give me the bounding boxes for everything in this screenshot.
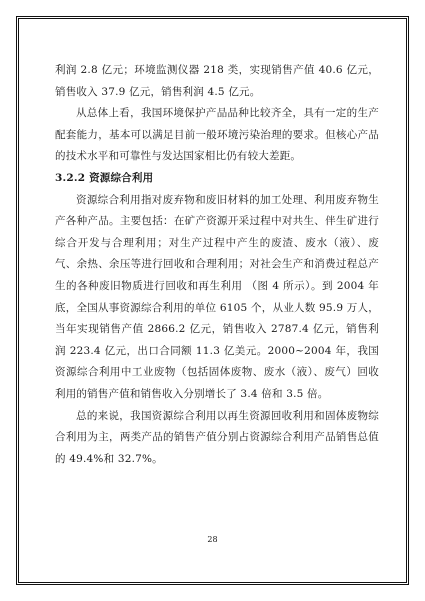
paragraph-overall-assessment: 从总体上看，我国环境保护产品品种比较齐全，具有一定的生产配套能力，基本可以满足目前一般环境污染治理的要求。但核心产品的技术水平和可靠性与发达国家相比仍有较大差距。: [55, 107, 379, 163]
document-body: [55, 60, 379, 470]
page-number: 28: [207, 535, 218, 544]
paragraph-resource-utilization: 资源综合利用指对废弃物和废旧材料的加工处理、利用废弃物生产各种产品。主要包括：在矿产资源开采过程中对共生、伴生矿进行综合开发与合理利用；对生产过程中产生的废渣、废水（液）、废气、余热、余压等进行回收和合理利用；对社会生产和消费过程总产生的各种废旧物质进行回收和再生利用 （图 4 所示）。到 2004 年底，全国从事资源综合利用的单位 6105 个，从业人数 95.9 万人，当年实现销售产值 2866.2 亿元，销售收入 2787.4 亿元，销售利润 223.4 亿元，出口合同额 11.3 亿美元。2000~2004 年，我国资源综合利用中工业废物（包括固体废物、废水（液）、废气）回收利用的销售产值和销售收入分别增长了 3.4 倍和 3.5 倍。: [55, 193, 379, 400]
paragraph-summary: 总的来说，我国资源综合利用以再生资源回收利用和固体废物综合利用为主，两类产品的销售产值分别占资源综合利用产品销售总值的 49.4%和 32.7%。: [55, 409, 379, 465]
paragraph-environment-products: 利润 2.8 亿元；环境监测仪器 218 类，实现销售产值 40.6 亿元，销售收入 37.9 亿元，销售利润 4.5 亿元。: [55, 64, 379, 98]
section-heading: 3.2.2 资源综合利用: [55, 171, 154, 184]
